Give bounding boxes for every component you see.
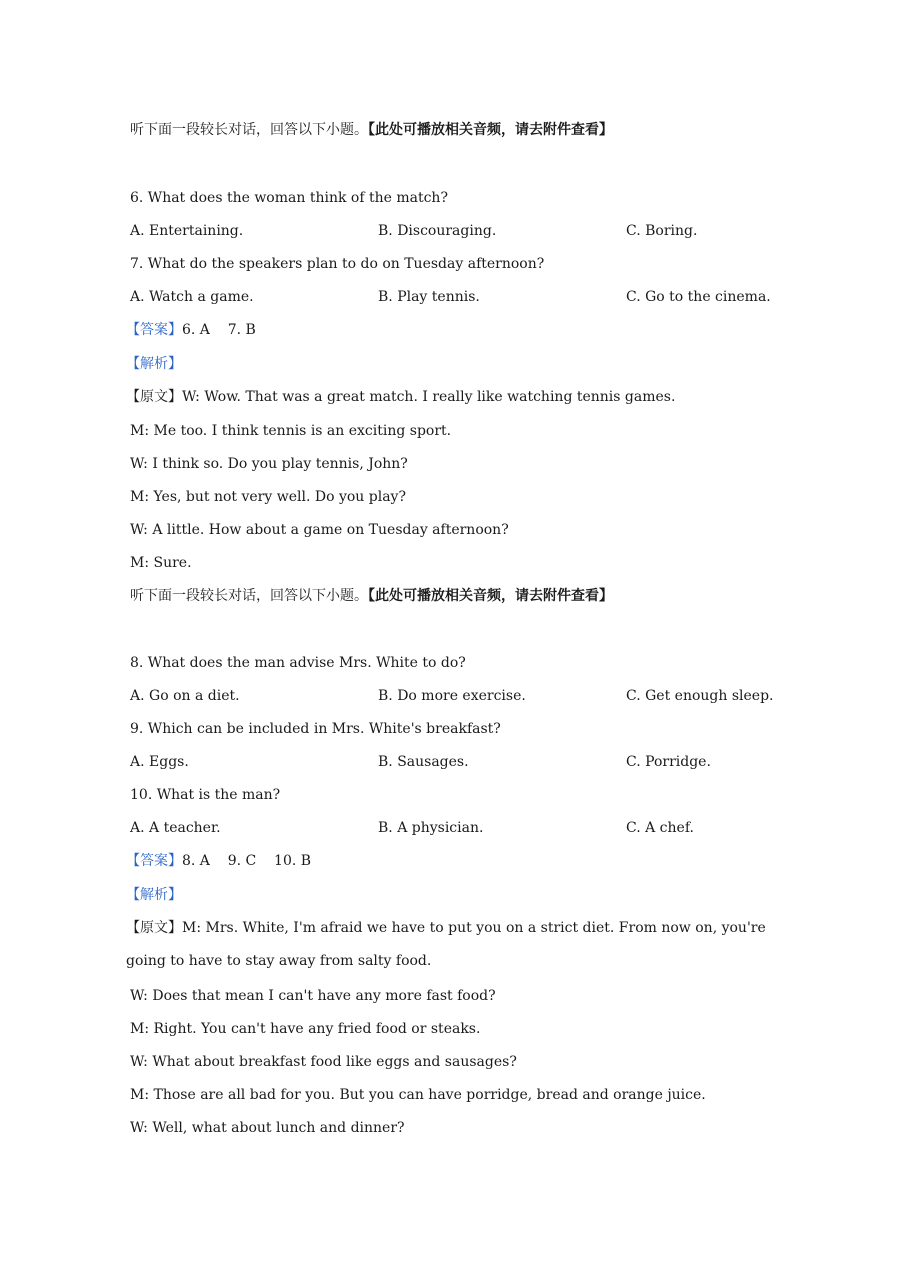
- option-c: C. A chef.: [626, 820, 694, 836]
- option-b: B. A physician.: [378, 820, 484, 836]
- option-c: C. Go to the cinema.: [626, 289, 771, 305]
- question-stem: 8. What does the man advise Mrs. White to do?: [130, 655, 466, 671]
- option-c: C. Porridge.: [626, 754, 711, 770]
- option-b: B. Do more exercise.: [378, 688, 526, 704]
- transcript-line: M: Those are all bad for you. But you can have porridge, bread and orange juice.: [130, 1087, 706, 1103]
- option-c: C. Boring.: [626, 223, 698, 239]
- transcript-line: M: Yes, but not very well. Do you play?: [130, 489, 406, 505]
- transcript-line: W: A little. How about a game on Tuesday afternoon?: [130, 522, 509, 538]
- instruction-text: 听下面一段较长对话，回答以下小题。: [130, 122, 368, 138]
- question-stem: 9. Which can be included in Mrs. White's breakfast?: [130, 721, 501, 737]
- transcript-line: M: Sure.: [130, 555, 192, 571]
- section1-instruction: [130, 120, 613, 140]
- transcript-line: M: Right. You can't have any fried food or steaks.: [130, 1021, 481, 1037]
- answer-text: 8. A 9. C 10. B: [182, 853, 312, 869]
- transcript-line: W: What about breakfast food like eggs and sausages?: [130, 1054, 517, 1070]
- audio-note: 【此处可播放相关音频，请去附件查看】: [368, 588, 613, 604]
- answer-text: 6. A 7. B: [182, 322, 256, 338]
- option-b: B. Sausages.: [378, 754, 469, 770]
- option-a: A. A teacher.: [130, 820, 221, 836]
- transcript-label: 【原文】: [126, 389, 182, 405]
- question-stem: 7. What do the speakers plan to do on Tuesday afternoon?: [130, 256, 545, 272]
- transcript-line: M: Me too. I think tennis is an exciting sport.: [130, 423, 452, 439]
- transcript-line: W: Well, what about lunch and dinner?: [130, 1120, 405, 1136]
- transcript-text: M: Mrs. White, I'm afraid we have to put you on a strict diet. From now on, you're going to have to stay away from salty food.: [126, 920, 766, 969]
- option-a: A. Watch a game.: [130, 289, 254, 305]
- option-b: B. Play tennis.: [378, 289, 480, 305]
- analysis-label: 【解析】: [126, 887, 182, 903]
- audio-note: 【此处可播放相关音频，请去附件查看】: [368, 122, 613, 138]
- answer-line: [126, 851, 311, 871]
- transcript-line: [126, 387, 675, 407]
- answer-label: 【答案】: [126, 322, 182, 338]
- instruction-text: 听下面一段较长对话，回答以下小题。: [130, 588, 368, 604]
- answer-label: 【答案】: [126, 853, 182, 869]
- transcript-line: [126, 912, 766, 978]
- answer-line: [126, 320, 256, 340]
- option-b: B. Discouraging.: [378, 223, 497, 239]
- transcript-text: W: Wow. That was a great match. I really like watching tennis games.: [182, 389, 676, 405]
- option-a: A. Go on a diet.: [130, 688, 240, 704]
- analysis-label: 【解析】: [126, 356, 182, 372]
- option-c: C. Get enough sleep.: [626, 688, 774, 704]
- question-stem: 6. What does the woman think of the match?: [130, 190, 448, 206]
- question-stem: 10. What is the man?: [130, 787, 281, 803]
- transcript-line: W: Does that mean I can't have any more fast food?: [130, 988, 496, 1004]
- option-a: A. Eggs.: [130, 754, 189, 770]
- transcript-label: 【原文】: [126, 920, 182, 936]
- transcript-line: W: I think so. Do you play tennis, John?: [130, 456, 408, 472]
- option-a: A. Entertaining.: [130, 223, 244, 239]
- section2-instruction: [130, 586, 613, 606]
